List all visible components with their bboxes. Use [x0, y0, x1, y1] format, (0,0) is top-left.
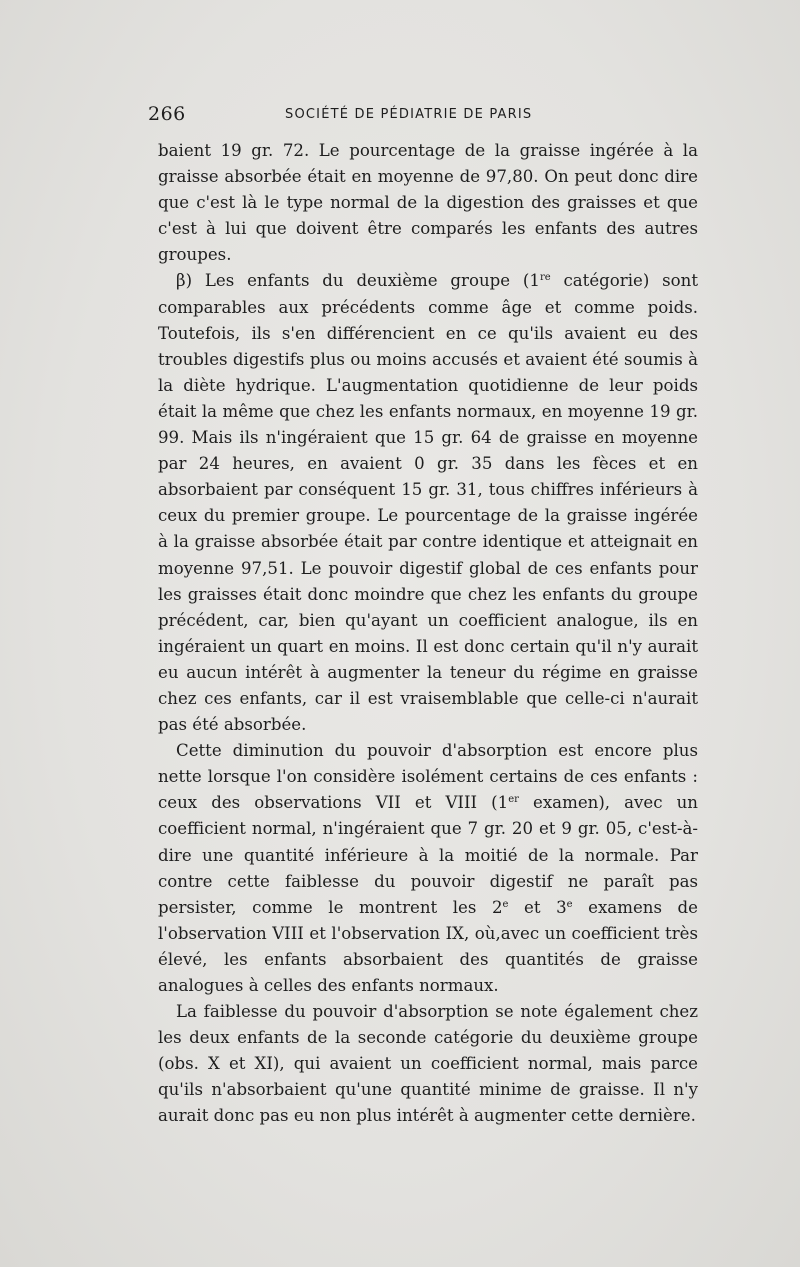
running-title: SOCIÉTÉ DE PÉDIATRIE DE PARIS: [285, 107, 533, 122]
text-segment: catégorie) sont comparables aux précédents comme âge et comme poids. Toutefois, ils s'en différencient en ce qu'ils avaient eu des troubles digestifs plus ou moins accusés et avaient été soumis à la diète hydrique. L'augmentation quotidienne de leur poids était la même que chez les enfants normaux, en moyenne 19 gr. 99. Mais ils n'ingéraient que 15 gr. 64 de graisse en moyenne par 24 heures, en avaient 0 gr. 35 dans les fèces et en absorbaient par conséquent 15 gr. 31, tous chiffres inférieurs à ceux du premier groupe. Le pourcentage de la graisse ingérée à la graisse absorbée était par contre identique et atteignait en moyenne 97,51. Le pouvoir digestif global de ces enfants pour les graisses était donc moindre que chez les enfants du groupe précédent, car, bien qu'ayant un coefficient analogue, ils en ingéraient un quart en moins. Il est donc certain qu'il n'y aurait eu aucun intérêt à augmenter la teneur du régime en graisse chez ces enfants, car il est vraisemblable que celle-ci n'aurait pas été absorbée.: [158, 271, 699, 735]
superscript: er: [508, 794, 519, 806]
paragraph-3: [158, 738, 698, 999]
paragraph-4: [158, 999, 698, 1129]
body-text: [158, 138, 698, 1130]
page-number: 266: [148, 103, 186, 125]
paragraph-2: [158, 268, 698, 738]
superscript: re: [539, 272, 551, 284]
text-segment: et 3: [508, 897, 567, 917]
superscript: e: [566, 898, 573, 910]
text-segment: Cette diminution du pouvoir d'absorption est encore plus nette lorsque l'on considère isolément certains de ces enfants : ceux des observations VII et VIII (1: [158, 741, 698, 813]
text-segment: β) Les enfants du deuxième groupe (1: [176, 271, 540, 291]
text-segment: examens de l'observation VIII et l'observation IX, où,avec un coefficient très élevé, les enfants absorbaient des quantités de graisse analogues à celles des enfants normaux.: [158, 897, 698, 995]
page-header: [148, 103, 688, 131]
superscript: e: [502, 898, 509, 910]
text-segment: La faiblesse du pouvoir d'absorption se note également chez les deux enfants de la seconde catégorie du deuxième groupe (obs. X et XI), qui avaient un coefficient normal, mais parce qu'ils n'absorbaient qu'une quantité minime de graisse. Il n'y aurait donc pas eu non plus intérêt à augmenter cette dernière.: [158, 1002, 698, 1126]
text-segment: baient 19 gr. 72. Le pourcentage de la graisse ingérée à la graisse absorbée était en moyenne de 97,80. On peut donc dire que c'est là le type normal de la digestion des graisses et que c'est à lui que doivent être comparés les enfants des autres groupes.: [158, 141, 698, 265]
paragraph-1: [158, 138, 698, 268]
text-segment: examen), avec un coefficient normal, n'ingéraient que 7 gr. 20 et 9 gr. 05, c'est-à-dire une quantité inférieure à la moitié de la normale. Par contre cette faiblesse du pouvoir digestif ne paraît pas persister, comme le montrent les 2: [158, 793, 698, 917]
